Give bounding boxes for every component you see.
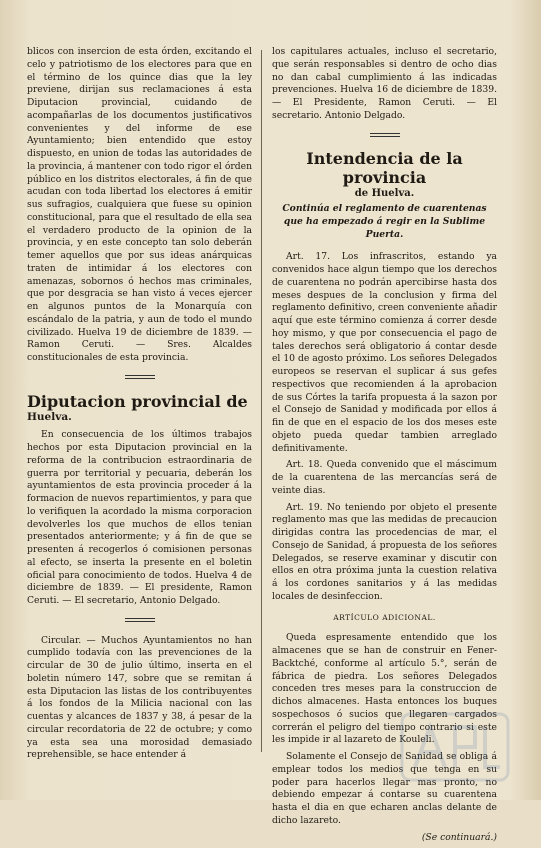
section-subtitle: Huelva. <box>27 410 72 423</box>
continuation-note: (Se continuará.) <box>421 831 497 843</box>
intendencia-note: Continúa el reglamento de cuarentenas que ha empezado á regir en la Sublime Puerta. <box>282 203 487 240</box>
right-paragraph-1: los capitulares actuales, incluso el secretario, que serán responsables si dentro de ocho dias no dan cabal cumplimiento á las indicadas prevenciones. Huelva 16 de diciembre de 1839. — El Presidente, Ramon Ceruti. — El secretario. Antonio Delgado. <box>272 46 497 121</box>
left-paragraph-2: En consecuencia de los últimos trabajos hechos por esta Diputacion provincial en la reforma de la contribucion estraordinaria de guerra por territorial y pecuaria, deberán los ayuntamientos de esta provincia proceder á la formacion de nuevos repartimientos, y para que lo verifiquen la acordado la misma corporacion devolverles los que muchos de ellos tenian presentados anteriormente; y á fin de que se presenten á recogerlos ó comisionen personas al efecto, se inserta la presente en el boletin oficial para conocimiento de todos. Huelva 4 de diciembre de 1839. — El presidente, Ramon Ceruti. — El secretario, Antonio Delgado. <box>27 429 252 606</box>
article-19: Art. 19. No teniendo por objeto el presente reglamento mas que las medidas de precaucion dirigidas contra las procedencias de mar, el Consejo de Sanidad, á propuesta de los señores Delegados, se reserve examinar y discutir con ellos en otra próxima junta la cuestion relativa á los cordones sanitarios y á las medidas locales de desinfeccion. <box>272 501 497 602</box>
left-paragraph-3: Circular. — Muchos Ayuntamientos no han cumplido todavía con las prevenciones de la circular de 30 de julio último, inserta en el boletin número 147, sobre que se remitan á esta Diputacion las listas de los contribuyentes á los fondos de la Milicia nacional con las cuentas y alcances de 1837 y 38, á pesar de la circular recordatoria de 22 de octubre; y como ya esta sea una morosidad demasiado reprehensible, se hace entender á <box>27 634 252 761</box>
section-separator <box>27 614 252 627</box>
column-divider <box>261 50 262 752</box>
article-18: Art. 18. Queda convenido que el máscimum de la cuarentena de las mercancías será de veinte dias. <box>272 459 497 496</box>
section-separator <box>272 129 497 142</box>
additional-article-heading: ARTÍCULO ADICIONAL. <box>333 612 436 622</box>
section-separator <box>27 371 252 384</box>
intendencia-subtitle: de Huelva. <box>354 188 415 200</box>
article-17: Art. 17. Los infrascritos, estando ya convenidos hace algun tiempo que los derechos de cuarentena no podrán apercibirse hasta dos meses despues de la conclusion y firma del reglamento definitivo, creen conveniente añadir aquí que este término comienza á correr desde hoy mismo, y que por consecuencia el pago de tales derechos será obligatorio á contar desde el 10 de agosto próximo. Los señores Delegados europeos se reservan el suplicar á sus gefes respectivos que recomienden á la aprobacion de sus Córtes la tarifa propuesta á la sazon por el Consejo de Sanidad y modificada por ellos á fin de que en el espacio de los dos meses este objeto pueda quedar tambien arreglado definitivamente. <box>272 251 497 454</box>
section-title: Diputacion provincial de <box>27 391 248 411</box>
left-column <box>27 46 252 766</box>
library-stamp-watermark <box>400 712 510 782</box>
additional-article-text: Queda espresamente entendido que los almacenes que se han de construir en Fener-Backtché, conforme al artículo 5.°, serán de fábrica de piedra. Los señores Delegados conceden tres meses para la construccion de dichos almacenes. Hasta entonces los buques sospechosos ó sucios que llegaren cargados correrán el peligro del tiempo contrario si este les impide ir al lazareto de Kouleli. <box>272 632 497 746</box>
intendencia-title: Intendencia de la provincia <box>306 149 463 188</box>
additional-article-text-2: Solamente el Consejo de Sanidad se obliga á emplear todos los medios que tenga en su poder para hacerlos llegar mas pronto, no debiendo empezar á contarse su cuarentena hasta el dia en que echaren anclas delante de dicho lazareto. <box>272 751 497 826</box>
left-paragraph-1: blicos con insercion de esta órden, excitando el celo y patriotismo de los electores para que en el término de los quince dias que la ley previene, dirijan sus reclamaciones á esta Diputacion provincial, cuidando de acompañarlas de los documentos justificativos convenientes y del informe de ese Ayuntamiento; bien entendido que estoy dispuesto, en union de todas las autoridades de la provincia, á mantener con todo rigor el órden público en los distritos electorales, á fin de que acudan con toda libertad los electores á emitir sus sufragios, cualquiera que fuese su opinion constitucional, para que el resultado de ella sea el verdadero producto de la opinion de la provincia, y en este concepto tan solo deberán temer aquellos que por sus ideas anárquicas traten de intimidar á los electores con amenazas, sobornos ó hechos mas criminales, que por desgracia se han visto á veces ejercer en algunos puntos de la Monarquía con escándalo de la patria, y aun de todo el mundo civilizado. Huelva 19 de diciembre de 1839. — Ramon Ceruti. — Sres. Alcaldes constitucionales de esta provincia. <box>27 46 252 363</box>
